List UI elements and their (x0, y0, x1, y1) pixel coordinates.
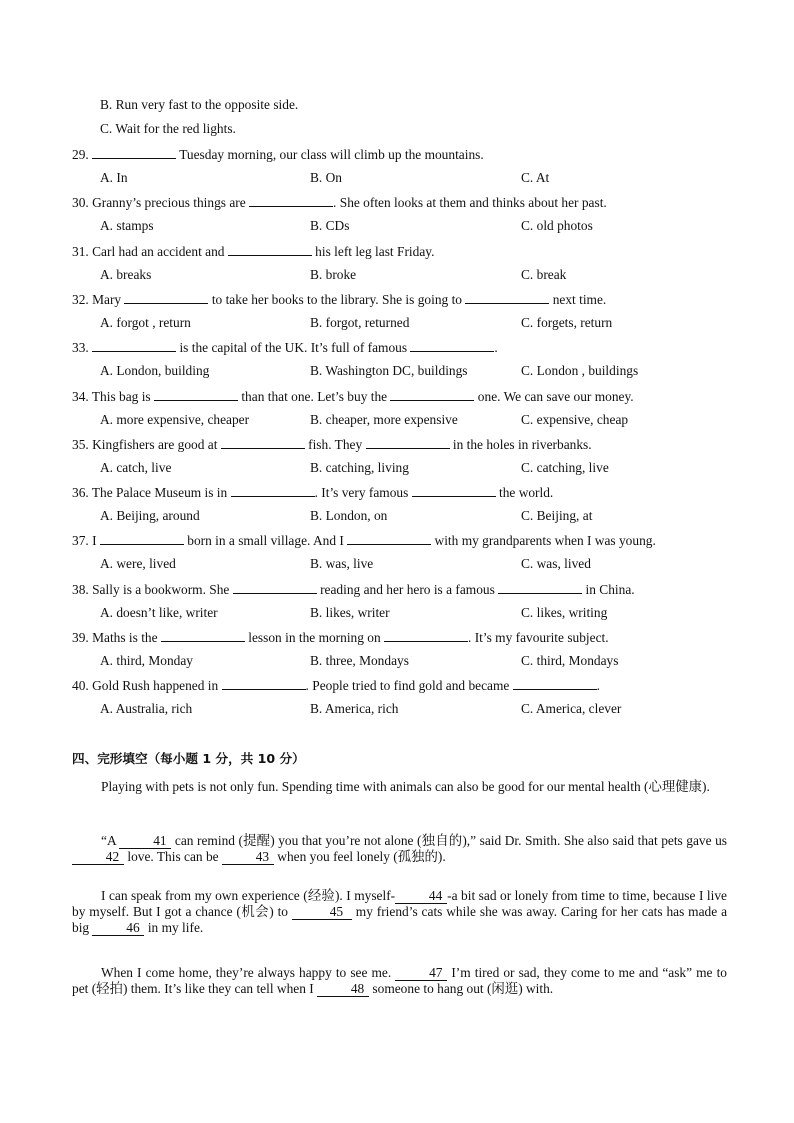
question-text: Maths is the (92, 630, 161, 645)
question-text: This bag is (91, 389, 154, 404)
question-text: I (92, 533, 100, 548)
question-number: 31. (72, 244, 89, 259)
question-text: than that one. Let’s buy the (237, 389, 391, 404)
option-b[interactable]: B. forgot, returned (310, 315, 410, 330)
answer-blank[interactable] (366, 436, 450, 449)
question-40 (72, 677, 600, 694)
paragraph-1: Playing with pets is not only fun. Spending time with animals can also be good for our mental health (心理健康). (101, 779, 710, 794)
question-text: lesson in the morning on (244, 630, 385, 645)
question-text: Carl had an accident and (92, 244, 228, 259)
text: someone to hang out (闲逛) with. (369, 981, 554, 996)
option-b[interactable]: B. likes, writer (310, 605, 390, 620)
option-b[interactable]: B. broke (310, 267, 357, 282)
question-text: his left leg last Friday. (311, 244, 435, 259)
option-a[interactable]: A. catch, live (100, 460, 172, 475)
answer-blank[interactable] (412, 484, 496, 497)
text: love. This can be (124, 849, 222, 864)
option-c[interactable]: C. America, clever (521, 701, 622, 716)
option-28-b: B. Run very fast to the opposite side. (100, 97, 299, 112)
question-31 (72, 243, 434, 260)
question-number: 34. (72, 389, 89, 404)
option-b[interactable]: B. catching, living (310, 460, 409, 475)
question-number: 39. (72, 630, 89, 645)
question-text: Gold Rush happened in (92, 678, 222, 693)
option-b[interactable]: B. America, rich (310, 701, 399, 716)
question-text: next time. (549, 292, 607, 307)
question-text: Granny’s precious things are (92, 195, 250, 210)
section-heading: 四、完形填空（每小题 1 分，共 10 分） (72, 751, 305, 766)
option-a[interactable]: A. breaks (100, 267, 152, 282)
answer-blank[interactable] (347, 532, 431, 545)
option-b[interactable]: B. three, Mondays (310, 653, 409, 668)
question-text: reading and her hero is a famous (316, 582, 499, 597)
answer-blank[interactable] (92, 146, 176, 159)
question-number: 38. (72, 582, 89, 597)
answer-blank[interactable] (222, 677, 306, 690)
text: I’m tired or sad, they come to me and “ask” me to pet (轻拍) them. It’s like they can tell when I (72, 965, 727, 996)
question-text: born in a small village. And I (183, 533, 348, 548)
text: my friend’s cats while she was away. Caring for her cats has made a big (72, 904, 728, 935)
option-a[interactable]: A. forgot , return (100, 315, 191, 330)
question-text: Mary (92, 292, 125, 307)
question-number: 30. (72, 195, 89, 210)
paragraph-3 (72, 888, 727, 936)
option-a[interactable]: A. Beijing, around (100, 508, 200, 523)
option-28-c: C. Wait for the red lights. (100, 121, 236, 136)
question-number: 36. (72, 485, 89, 500)
option-c[interactable]: C. expensive, cheap (521, 412, 629, 427)
question-text: one. We can save our money. (474, 389, 634, 404)
blank-48[interactable]: 48 (317, 982, 369, 997)
blank-43[interactable]: 43 (222, 850, 274, 865)
question-number: 29. (72, 147, 89, 162)
answer-blank[interactable] (233, 581, 317, 594)
blank-44[interactable]: 44 (395, 889, 447, 904)
answer-blank[interactable] (513, 677, 597, 690)
answer-blank[interactable] (231, 484, 315, 497)
question-text: the world. (495, 485, 554, 500)
option-a[interactable]: A. more expensive, cheaper (100, 412, 250, 427)
answer-blank[interactable] (410, 339, 494, 352)
option-a[interactable]: A. London, building (100, 363, 210, 378)
text: When I come home, they’re always happy to see me. (101, 965, 396, 980)
question-text: . (596, 678, 601, 693)
question-35 (72, 436, 592, 453)
answer-blank[interactable] (100, 532, 184, 545)
option-b[interactable]: B. On (310, 170, 342, 185)
option-a[interactable]: A. In (100, 170, 128, 185)
text: -a bit sad or lonely from time to time, because I live by myself. But I got a chance (机会) to (72, 888, 727, 919)
question-text: . It’s very famous (314, 485, 412, 500)
option-a[interactable]: A. Australia, rich (100, 701, 193, 716)
paragraph-4 (72, 965, 727, 997)
text: in my life. (144, 920, 204, 935)
question-text: Tuesday morning, our class will climb up the mountains. (176, 147, 484, 162)
answer-blank[interactable] (390, 388, 474, 401)
answer-blank[interactable] (228, 243, 312, 256)
blank-45[interactable]: 45 (292, 905, 352, 920)
option-c[interactable]: C. forgets, return (521, 315, 613, 330)
option-c[interactable]: C. third, Mondays (521, 653, 619, 668)
text: can remind (提醒) you that you’re not alone (独自的),” said Dr. Smith. She also said that pets gave us (171, 833, 727, 848)
question-text: is the capital of the UK. It’s full of famous (176, 340, 411, 355)
option-c[interactable]: C. was, lived (521, 556, 591, 571)
answer-blank[interactable] (249, 194, 333, 207)
blank-47[interactable]: 47 (395, 966, 447, 981)
option-c[interactable]: C. old photos (521, 218, 593, 233)
question-text: . She often looks at them and thinks about her past. (333, 195, 607, 210)
question-32 (72, 291, 606, 308)
question-29 (72, 146, 484, 163)
answer-blank[interactable] (465, 291, 549, 304)
text: “A (101, 833, 120, 848)
answer-blank[interactable] (161, 629, 245, 642)
question-text: in the holes in riverbanks. (449, 437, 592, 452)
blank-41[interactable]: 41 (119, 834, 171, 849)
question-text: . (494, 340, 498, 355)
question-text: Kingfishers are good at (92, 437, 221, 452)
question-37 (72, 532, 656, 549)
text: I can speak from my own experience (经验). I myself- (101, 888, 396, 903)
option-c[interactable]: C. catching, live (521, 460, 609, 475)
question-number: 40. (72, 678, 89, 693)
option-b[interactable]: B. Washington DC, buildings (310, 363, 468, 378)
option-a[interactable]: A. were, lived (100, 556, 176, 571)
option-a[interactable]: A. third, Monday (100, 653, 193, 668)
option-c[interactable]: C. likes, writing (521, 605, 608, 620)
blank-46[interactable]: 46 (92, 921, 144, 936)
question-text: in China. (582, 582, 635, 597)
answer-blank[interactable] (498, 581, 582, 594)
question-text: fish. They (304, 437, 366, 452)
option-c[interactable]: C. London , buildings (521, 363, 639, 378)
paragraph-2 (72, 833, 727, 865)
question-30 (72, 194, 607, 211)
question-text: to take her books to the library. She is going to (208, 292, 466, 307)
question-number: 37. (72, 533, 89, 548)
option-b[interactable]: B. CDs (310, 218, 350, 233)
question-36 (72, 484, 553, 501)
question-34 (72, 388, 634, 405)
question-number: 33. (72, 340, 89, 355)
text: when you feel lonely (孤独的). (273, 849, 446, 864)
blank-42[interactable]: 42 (72, 850, 124, 865)
question-number: 32. (72, 292, 89, 307)
option-a[interactable]: A. stamps (100, 218, 154, 233)
question-text: with my grandparents when I was young. (431, 533, 656, 548)
option-c[interactable]: C. Beijing, at (521, 508, 593, 523)
question-text: . People tried to find gold and became (305, 678, 513, 693)
question-number: 35. (72, 437, 89, 452)
option-a[interactable]: A. doesn’t like, writer (100, 605, 218, 620)
question-39 (72, 629, 609, 646)
question-text: . It’s my favourite subject. (468, 630, 609, 645)
answer-blank[interactable] (124, 291, 208, 304)
option-c[interactable]: C. break (521, 267, 567, 282)
option-b[interactable]: B. London, on (310, 508, 388, 523)
answer-blank[interactable] (384, 629, 468, 642)
option-c[interactable]: C. At (521, 170, 550, 185)
option-b[interactable]: B. was, live (310, 556, 374, 571)
answer-blank[interactable] (92, 339, 176, 352)
question-text: Sally is a bookworm. She (92, 582, 233, 597)
answer-blank[interactable] (154, 388, 238, 401)
question-33 (72, 339, 498, 356)
answer-blank[interactable] (221, 436, 305, 449)
option-b[interactable]: B. cheaper, more expensive (310, 412, 458, 427)
question-38 (72, 581, 635, 598)
question-text: The Palace Museum is in (91, 485, 231, 500)
